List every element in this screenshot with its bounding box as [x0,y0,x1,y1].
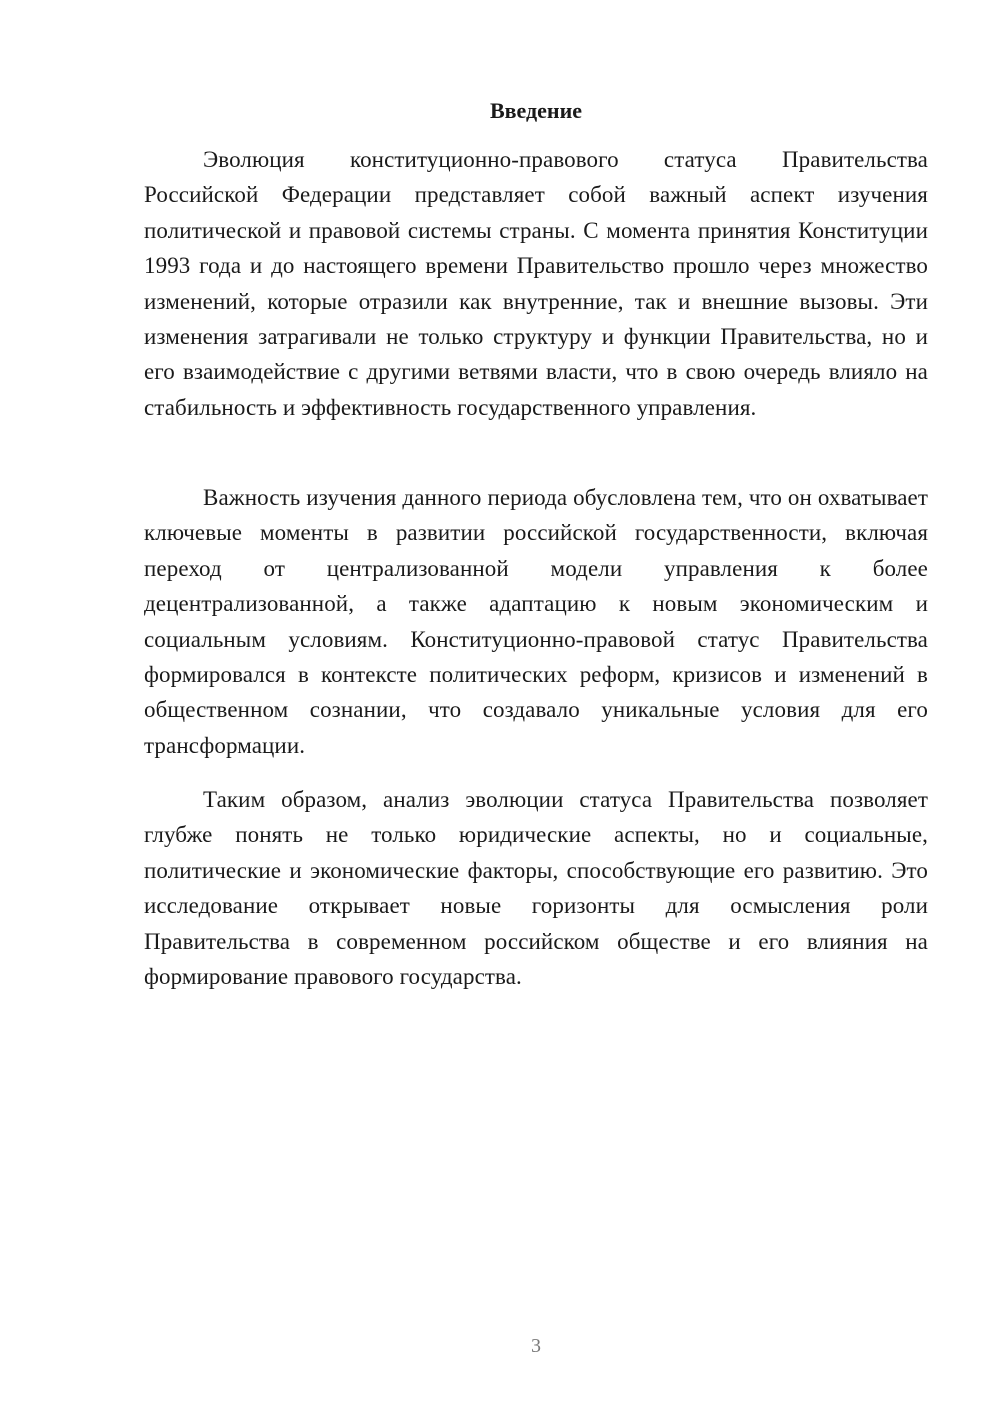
page-number: 3 [531,1335,541,1357]
paragraph-2: Важность изучения данного периода обусловлена тем, что он охватывает ключевые моменты в развитии российской государственности, включая переход от централизованной модели управления к более децентрализованной, а также адаптацию к новым экономическим и социальным условиям. Конституционно-правовой статус Правительства формировался в контексте политических реформ, кризисов и изменений в общественном сознании, что создавало уникальные условия для его трансформации. [144,485,928,758]
section-title: Введение [489,98,583,123]
paragraph-1: Эволюция конституционно-правового статуса Правительства Российской Федерации представляет собой важный аспект изучения политической и правовой системы страны. С момента принятия Конституции 1993 года и до настоящего времени Правительство прошло через множество изменений, которые отразили как внутренние, так и внешние вызовы. Эти изменения затрагивали не только структуру и функции Правительства, но и его взаимодействие с другими ветвями власти, что в свою очередь влияло на стабильность и эффективность государственного управления. [144,147,928,420]
paragraph-3: Таким образом, анализ эволюции статуса Правительства позволяет глубже понять не только юридические аспекты, но и социальные, политические и экономические факторы, способствующие его развитию. Это исследование открывает новые горизонты для осмысления роли Правительства в современном российском обществе и его влияния на формирование правового государства. [144,787,928,990]
